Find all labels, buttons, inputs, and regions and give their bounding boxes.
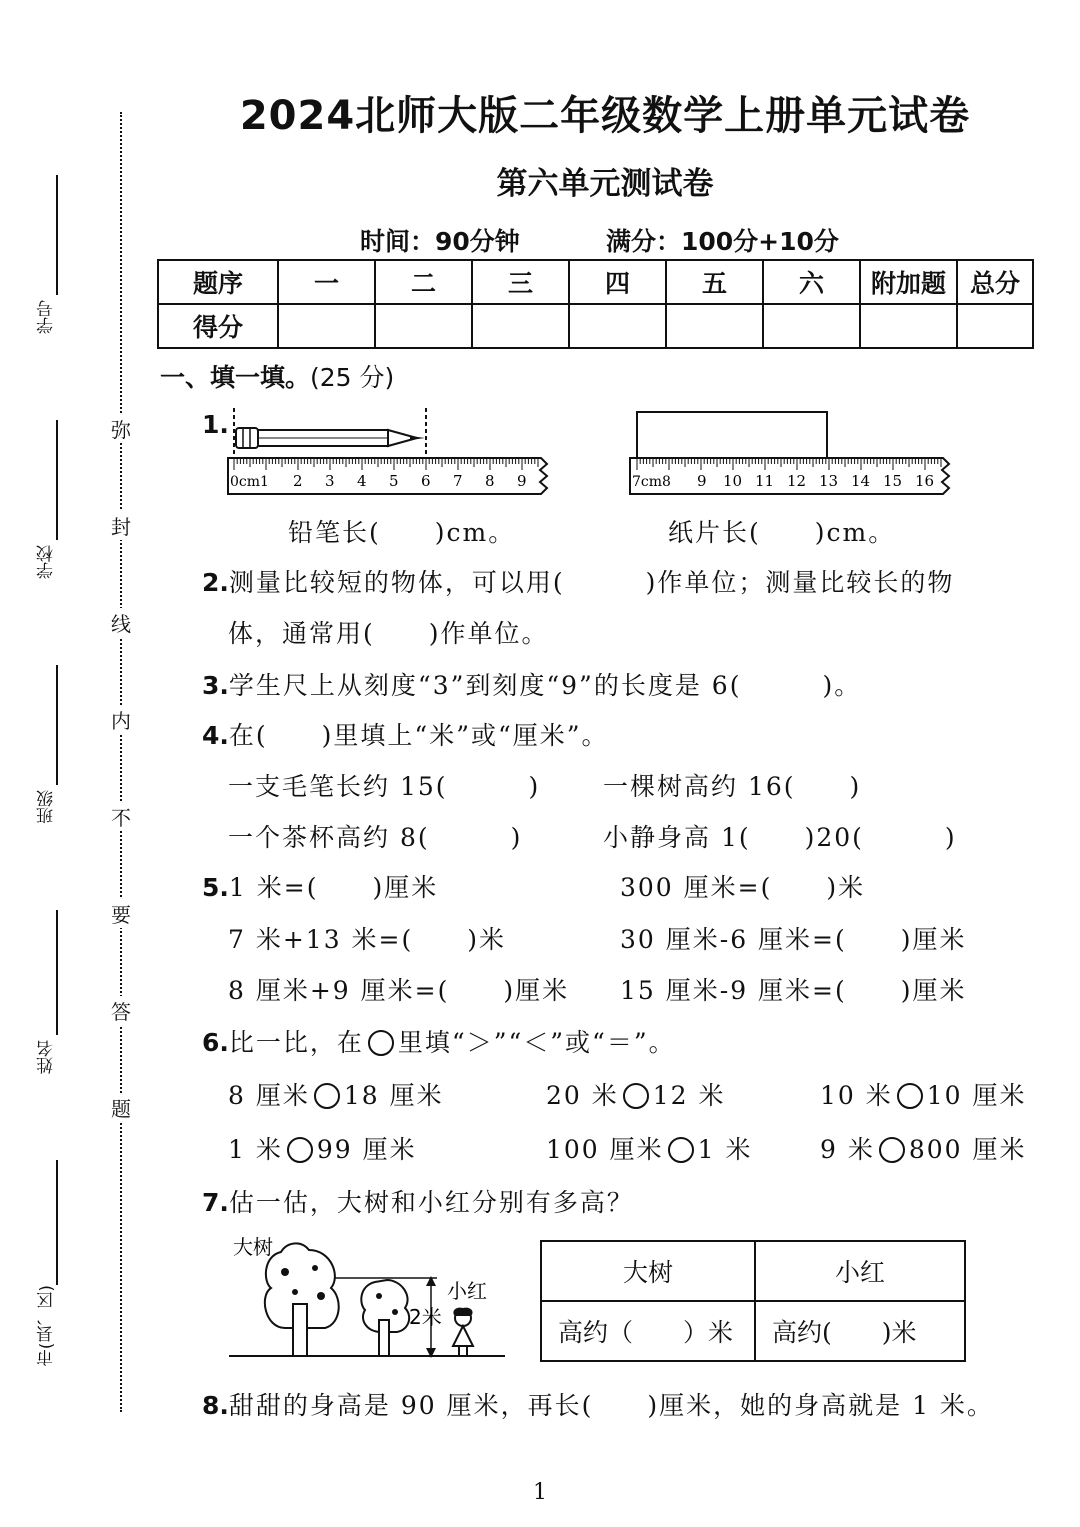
fill-item[interactable]: 一个茶杯高约 8( ) [228, 823, 523, 852]
compare-left: 100 厘米 [546, 1135, 664, 1164]
student-id-label: 学号 [37, 300, 57, 334]
compare-left: 9 米 [820, 1135, 875, 1164]
question-number: 4. [202, 721, 229, 750]
pencil-ruler-figure [225, 406, 560, 498]
section-title: 一、填一填。 [160, 363, 311, 392]
compare-right: 800 厘米 [908, 1135, 1027, 1164]
page-number: 1 [533, 1480, 547, 1505]
tree-label: 大树 [233, 1235, 273, 1259]
score-cell[interactable] [957, 304, 1033, 348]
city-underline [56, 1160, 58, 1285]
question-number: 5. [202, 873, 229, 902]
question-text[interactable]: 甜甜的身高是 90 厘米，再长( )厘米，她的身高就是 1 米。 [228, 1391, 994, 1420]
ruler-tick-label: 5 [389, 472, 399, 490]
score-cell[interactable] [763, 304, 860, 348]
seal-char: 内 [108, 705, 134, 734]
girl-label: 小红 [447, 1279, 487, 1303]
section-heading [160, 358, 394, 394]
ruler-tick-label: 6 [421, 472, 431, 490]
fill-item[interactable]: 一棵树高约 16( ) [603, 772, 862, 801]
estimate-header-tree: 大树 [541, 1241, 755, 1301]
score-cell[interactable] [666, 304, 763, 348]
ruler-tick-label: 3 [325, 472, 335, 490]
fill-item[interactable]: 8 厘米+9 厘米=( )厘米 [228, 976, 570, 1005]
score-header-cell: 总分 [957, 260, 1033, 304]
compare-item [820, 1130, 1027, 1166]
compare-left: 8 厘米 [228, 1081, 310, 1110]
question-text: 比一比，在 [228, 1028, 364, 1057]
school-label: 学校 [37, 545, 57, 579]
ruler-tick-label: 9 [697, 472, 707, 490]
ruler-tick-label: 8 [485, 472, 495, 490]
compare-circle[interactable] [314, 1083, 340, 1109]
ruler-tick-label: 7cm8 [632, 474, 671, 490]
score-header-cell: 二 [375, 260, 472, 304]
name-label: 姓名 [37, 1040, 57, 1074]
score-header-cell: 六 [763, 260, 860, 304]
ruler-tick-label: 14 [851, 472, 871, 490]
exam-title: 2024北师大版二年级数学上册单元试卷 [239, 93, 971, 139]
exam-subtitle: 第六单元测试卷 [496, 166, 714, 202]
question-number: 8. [202, 1391, 229, 1420]
seal-char: 不 [108, 802, 134, 831]
score-header-cell: 一 [278, 260, 375, 304]
question-text[interactable]: 体，通常用( )作单位。 [228, 619, 549, 648]
compare-circle[interactable] [287, 1137, 313, 1163]
fill-item[interactable]: 一支毛笔长约 15( ) [228, 772, 541, 801]
fill-item[interactable]: 300 厘米=( )米 [620, 873, 866, 902]
question-text[interactable]: 学生尺上从刻度“3”到刻度“9”的长度是 6( )。 [228, 671, 862, 700]
big-tree-icon [265, 1243, 339, 1356]
score-header-cell: 题序 [158, 260, 278, 304]
score-cell[interactable] [472, 304, 569, 348]
fill-item[interactable]: 7 米+13 米=( )米 [228, 925, 507, 954]
score-cell[interactable] [860, 304, 957, 348]
tree-girl-figure [225, 1232, 510, 1362]
city-label: 市(县、区) [37, 1285, 57, 1367]
ruler-tick-label: 12 [787, 472, 807, 490]
compare-right: 99 厘米 [316, 1135, 417, 1164]
estimate-header-girl: 小红 [755, 1241, 965, 1301]
compare-item [546, 1130, 753, 1166]
ruler-tick-label: 9 [517, 472, 527, 490]
exam-time: 时间：90分钟 [360, 227, 520, 256]
compare-right: 1 米 [697, 1135, 753, 1164]
fill-item[interactable]: 30 厘米-6 厘米=( )厘米 [620, 925, 967, 954]
tree-height-blank[interactable]: 高约（ ）米 [541, 1301, 755, 1361]
question-number: 2. [202, 568, 229, 597]
compare-circle[interactable] [668, 1137, 694, 1163]
compare-right: 10 厘米 [926, 1081, 1027, 1110]
question-number: 6. [202, 1028, 229, 1057]
girl-icon [453, 1308, 473, 1356]
compare-circle[interactable] [879, 1137, 905, 1163]
paper-length-blank[interactable]: 纸片长( )cm。 [668, 518, 896, 547]
paper-ruler-figure [627, 406, 962, 498]
class-underline [56, 665, 58, 785]
ruler-tick-label: 10 [723, 472, 743, 490]
pencil-length-blank[interactable]: 铅笔长( )cm。 [288, 518, 516, 547]
seal-char: 弥 [108, 414, 134, 443]
question-number: 1. [202, 410, 229, 439]
compare-left: 20 米 [546, 1081, 619, 1110]
score-header-cell: 附加题 [860, 260, 957, 304]
compare-right: 18 厘米 [343, 1081, 444, 1110]
ruler-tick-label: 4 [357, 472, 367, 490]
seal-char: 答 [108, 996, 134, 1025]
section-points: (25 分) [310, 363, 395, 392]
question-number: 3. [202, 671, 229, 700]
estimate-table [540, 1240, 966, 1362]
school-underline [56, 420, 58, 540]
fill-item[interactable]: 15 厘米-9 厘米=( )厘米 [620, 976, 967, 1005]
score-cell[interactable] [278, 304, 375, 348]
fill-item[interactable]: 小静身高 1( )20( ) [603, 823, 957, 852]
seal-char: 题 [108, 1093, 134, 1122]
score-header-cell: 四 [569, 260, 666, 304]
compare-item [820, 1076, 1027, 1112]
seal-char: 封 [108, 511, 134, 540]
compare-item [228, 1130, 417, 1166]
pencil-icon [236, 428, 425, 448]
score-header-cell: 五 [666, 260, 763, 304]
question-text: 在( )里填上“米”或“厘米”。 [228, 721, 609, 750]
ruler-tick-label: 7 [453, 472, 463, 490]
score-table [157, 259, 1034, 349]
compare-circle[interactable] [897, 1083, 923, 1109]
question-text: 里填“＞”“＜”或“＝”。 [397, 1028, 676, 1057]
height-label: 2米 [409, 1305, 442, 1329]
seal-char: 要 [108, 899, 134, 928]
score-cell[interactable] [569, 304, 666, 348]
compare-circle[interactable] [623, 1083, 649, 1109]
compare-item [228, 1076, 444, 1112]
question-text[interactable]: 测量比较短的物体，可以用( )作单位；测量比较长的物 [228, 568, 955, 597]
small-tree-icon [361, 1280, 409, 1356]
ruler-tick-label: 11 [755, 472, 775, 490]
question-number: 7. [202, 1188, 229, 1217]
compare-left: 1 米 [228, 1135, 283, 1164]
fill-item[interactable]: 1 米=( )厘米 [228, 873, 439, 902]
ruler-tick-label: 16 [915, 472, 935, 490]
class-label: 班级 [37, 790, 57, 824]
paper-strip [637, 412, 827, 460]
compare-right: 12 米 [652, 1081, 726, 1110]
ruler-tick-label: 15 [883, 472, 903, 490]
ruler-tick-label: 0cm1 [230, 474, 269, 490]
score-row-label: 得分 [158, 304, 278, 348]
ruler-tick-label: 13 [819, 472, 839, 490]
ruler-tick-label: 2 [293, 472, 303, 490]
compare-item [546, 1076, 726, 1112]
score-header-cell: 三 [472, 260, 569, 304]
question-text: 估一估，大树和小红分别有多高？ [228, 1188, 634, 1217]
exam-full-score: 满分：100分+10分 [606, 227, 839, 256]
seal-char: 线 [108, 608, 134, 637]
score-cell[interactable] [375, 304, 472, 348]
circle-icon [368, 1030, 394, 1056]
girl-height-blank[interactable]: 高约( )米 [755, 1301, 965, 1361]
name-underline [56, 910, 58, 1035]
seal-dotted-line [120, 112, 122, 1412]
compare-left: 10 米 [820, 1081, 893, 1110]
